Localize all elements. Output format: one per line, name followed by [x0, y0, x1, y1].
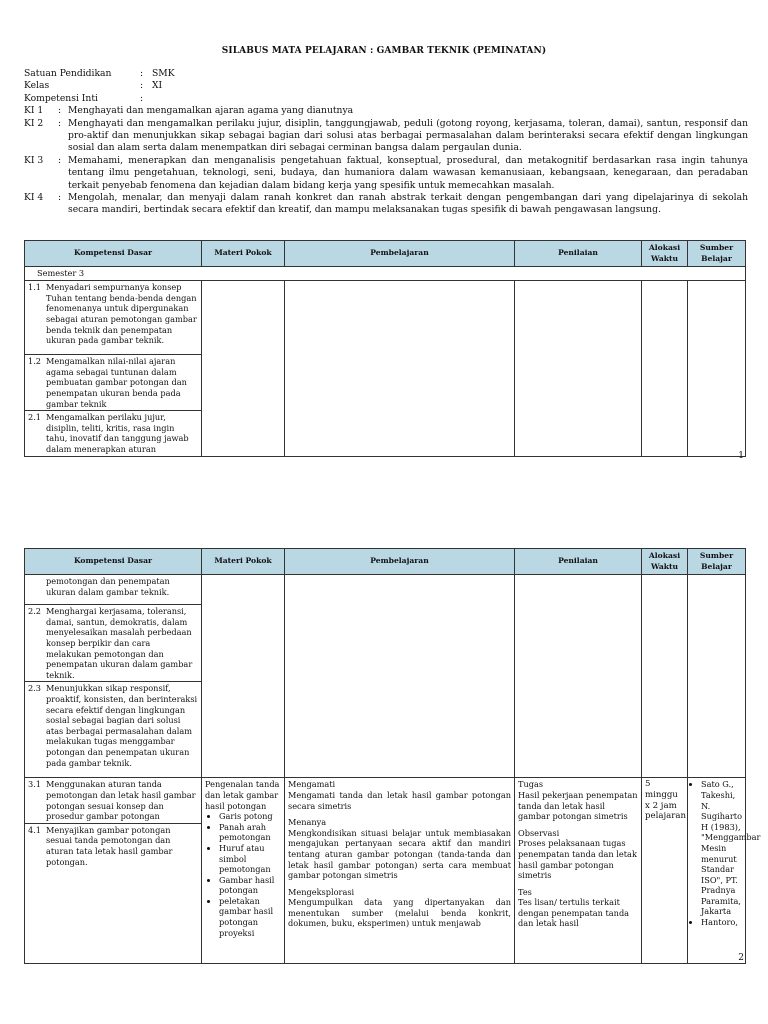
- page-2: [0, 530, 768, 1024]
- header-kd: Kompetensi Dasar: [25, 241, 202, 267]
- identity-block: [24, 68, 748, 217]
- kd-3-1: 3.1 Menggunakan aturan tanda pemotongan dan letak hasil gambar potongan sesuai konsep dan prosedur gambar potongan: [25, 778, 202, 823]
- ki-3: KI 3 : Memahami, menerapkan dan menganalisis pengetahuan faktual, konseptual, prosedural, dan metakognitif berdasarkan rasa ingin tahunya tentang ilmu pengetahuan, teknologi, seni, budaya, dan humaniora dalam wawasan kemanusiaan, kebangsaan, kenegaraan, dan peradaban terkait penyebab fenomena dan kejadian dalam bidang kerja yang spesifik untuk memecahkan masalah.: [24, 154, 748, 191]
- header-pembelajaran: Pembelajaran: [285, 241, 515, 267]
- sumber-list: [691, 779, 761, 928]
- header-alokasi-2: Alokasi Waktu: [642, 549, 688, 575]
- kelas-row: Kelas : XI: [24, 80, 163, 92]
- header-materi-2: Materi Pokok: [202, 549, 285, 575]
- kd-2-2: 2.2 Menghargai kerjasama, toleransi, damai, santun, demokratis, dalam menyelesaikan masalah perbedaan konsep berpikir dan cara melakukan pemotongan dan penempatan ukuran dalam gambar teknik.: [25, 605, 202, 682]
- ki-4: KI 4 : Mengolah, menalar, dan menyaji dalam ranah konkret dan ranah abstrak terkait dengan pengembangan dari yang dipelajarinya di sekolah secara mandiri, bertindak secara efektif dan kreatif, dan mampu melaksanakan tugas spesifik di bawah pengawasan langsung.: [24, 192, 748, 216]
- header-kd-2: Kompetensi Dasar: [25, 549, 202, 575]
- semester-label: Semester 3: [25, 267, 746, 281]
- header-pembelajaran-2: Pembelajaran: [285, 549, 515, 575]
- penilaian-cell-p1: [515, 281, 642, 456]
- materi-3-1: Pengenalan tanda dan letak gambar hasil potongan • Garis potong • Panah arah pemotongan • Huruf atau simbol pemotongan • Gambar hasil potongan • peletakan gambar hasil potongan proyeksi: [202, 778, 285, 963]
- materi-item: • Garis potong: [219, 811, 281, 822]
- sumber-cell-p2: [688, 575, 746, 778]
- kd-4-1: 4.1 Menyajikan gambar potongan sesuai tanda pemotongan dan aturan tata letak hasil gambar potongan.: [25, 823, 202, 963]
- syllabus-table-page-1: [24, 240, 746, 457]
- sumber-3-1: [688, 778, 761, 963]
- penilaian-3-1: Tugas Hasil pekerjaan penempatan tanda dan letak hasil gambar potongan simetris Observasi Proses pelaksanaan tugas penempatan tanda dan letak hasil gambar potongan simetris Tes Tes lisan/ tertulis terkait dengan penempatan tanda dan letak hasil: [515, 778, 642, 963]
- materi-item: • Huruf atau simbol pemotongan: [219, 843, 281, 875]
- materi-item: • peletakan gambar hasil potongan proyeksi: [219, 896, 281, 938]
- ki-label-row: Kompetensi Inti :: [24, 92, 144, 104]
- page-gap: [0, 470, 768, 530]
- penilaian-cell-p2: [515, 575, 642, 778]
- pembelajaran-cell-p2: [285, 575, 515, 778]
- materi-item: • Gambar hasil potongan: [219, 875, 281, 896]
- alokasi-3-1: 5 minggu x 2 jam pelajaran: [642, 778, 688, 963]
- document-title: SILABUS MATA PELAJARAN : GAMBAR TEKNIK (PEMINATAN): [221, 46, 547, 56]
- header-penilaian: Penilaian: [515, 241, 642, 267]
- pembelajaran-cell-p1: [285, 281, 515, 456]
- kd-continued: pemotongan dan penempatan ukuran dalam gambar teknik.: [25, 575, 202, 605]
- page-number-1: 1: [738, 451, 744, 461]
- kd-1-1: 1.1 Menyadari sempurnanya konsep Tuhan tentang benda-benda dengan fenomenanya untuk dipergunakan sebagai aturan pemotongan gambar benda teknik dan penempatan ukuran pada gambar teknik.: [25, 281, 202, 355]
- syllabus-table-page-2: [24, 548, 761, 964]
- materi-cell-p2: [202, 575, 285, 778]
- header-sumber: Sumber Belajar: [688, 241, 746, 267]
- header-penilaian-2: Penilaian: [515, 549, 642, 575]
- header-sumber-2: Sumber Belajar: [688, 549, 746, 575]
- page-1: [0, 0, 768, 470]
- ki-1: KI 1 : Menghayati dan mengamalkan ajaran agama yang dianutnya: [24, 105, 354, 117]
- alokasi-cell-p1: [642, 281, 688, 456]
- pembelajaran-3-1: Mengamati Mengamati tanda dan letak hasil gambar potongan secara simetris Menanya Mengkondisikan situasi belajar untuk membiasakan mengajukan pertanyaan secara aktif dan mandiri tentang aturan gambar potongan (tanda-tanda dan letak hasil gambar potongan) serta cara membuat gambar potongan simetris Mengeksplorasi Mengumpulkan data yang dipertanyakan dan menentukan sumber (melalui benda konkrit, dokumen, buku, eksperimen) untuk menjawab: [285, 778, 515, 963]
- alokasi-cell-p2: [642, 575, 688, 778]
- kd-2-1: 2.1 Mengamalkan perilaku jujur, disiplin, teliti, kritis, rasa ingin tahu, inovatif dan tanggung jawab dalam menerapkan aturan: [25, 411, 202, 456]
- sumber-cell-p1: [688, 281, 746, 456]
- header-alokasi: Alokasi Waktu: [642, 241, 688, 267]
- sumber-item: • Hantoro,: [701, 917, 742, 928]
- materi-item: • Panah arah pemotongan: [219, 822, 281, 843]
- page-number-2: 2: [738, 953, 744, 963]
- materi-cell-p1: [202, 281, 285, 456]
- ki-2: KI 2 : Menghayati dan mengamalkan perilaku jujur, disiplin, tanggungjawab, peduli (gotong royong, kerjasama, toleran, damai), santun, responsif dan pro-aktif dan menunjukkan sikap sebagai bagian dari solusi atas berbagai permasalahan dalam berinteraksi secara efektif dengan lingkungan sosial dan alam serta dalam menempatkan diri sebagai cerminan bangsa dalam pergaulan dunia.: [24, 117, 748, 154]
- header-materi: Materi Pokok: [202, 241, 285, 267]
- kd-1-2: 1.2 Mengamalkan nilai-nilai ajaran agama sebagai tuntunan dalam pembuatan gambar potongan dan penempatan ukuran benda pada gambar teknik: [25, 355, 202, 411]
- materi-list: [205, 811, 281, 938]
- satuan-row: Satuan Pendidikan : SMK: [24, 68, 175, 79]
- sumber-item: • Sato G., Takeshi, N. Sugiharto H (1983), "Menggambar Mesin menurut Standar ISO", PT. Pradnya Paramita, Jakarta: [701, 779, 742, 917]
- kd-2-3: 2.3 Menunjukkan sikap responsif, proaktif, konsisten, dan berinteraksi secara efektif dengan lingkungan sosial sebagai bagian dari solusi atas berbagai permasalahan dalam melakukan tugas menggambar potongan dan penempatan ukuran pada gambar teknik.: [25, 682, 202, 778]
